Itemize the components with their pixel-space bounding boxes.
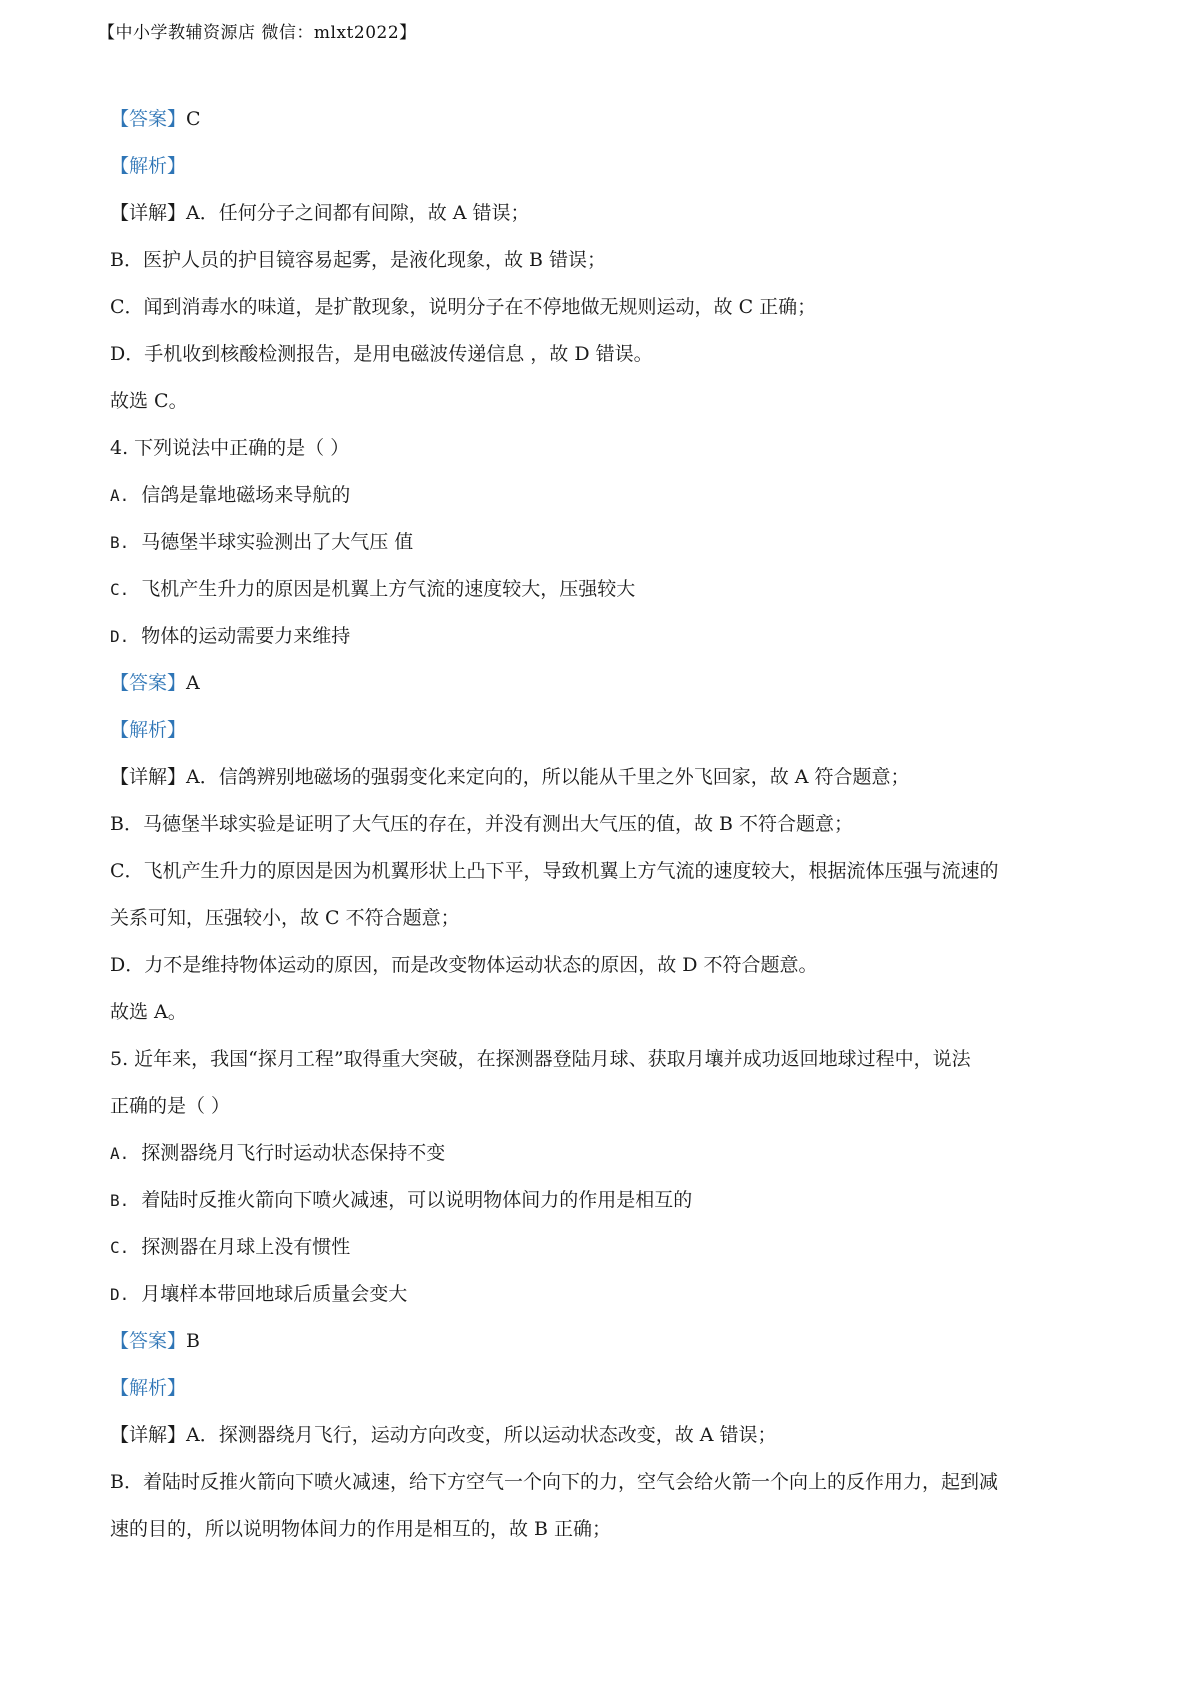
q4-option-b bbox=[110, 519, 1100, 566]
q4-detail-line-b: B．马德堡半球实验是证明了大气压的存在，并没有测出大气压的值，故 B 不符合题意； bbox=[110, 813, 854, 835]
option-text: 马德堡半球实验测出了大气压 值 bbox=[141, 531, 414, 553]
q3-detail-line-c: C．闻到消毒水的味道，是扩散现象，说明分子在不停地做无规则运动，故 C 正确； bbox=[110, 296, 817, 318]
q5-stem-line2: 正确的是（ ） bbox=[110, 1095, 231, 1117]
option-letter: A. bbox=[110, 486, 130, 505]
answer-value: B bbox=[186, 1330, 200, 1352]
q5-detail-line-b2: 速的目的，所以说明物体间力的作用是相互的，故 B 正确； bbox=[110, 1518, 612, 1540]
detail-tag: 【详解】 bbox=[110, 766, 187, 788]
q5-detail-line-a bbox=[110, 1412, 1100, 1459]
detail-tag: 【详解】 bbox=[110, 202, 187, 224]
q5-option-b bbox=[110, 1177, 1100, 1224]
q5-option-a bbox=[110, 1130, 1100, 1177]
q5-option-d bbox=[110, 1271, 1100, 1318]
option-letter: B. bbox=[110, 1191, 130, 1210]
option-letter: A. bbox=[110, 1144, 130, 1163]
q5-analysis-line bbox=[110, 1365, 1100, 1412]
q4-conclusion: 故选 A。 bbox=[110, 1001, 187, 1023]
answer-tag: 【答案】 bbox=[110, 1330, 187, 1352]
option-text: 探测器绕月飞行时运动状态保持不变 bbox=[141, 1142, 446, 1164]
q4-detail-line-a bbox=[110, 754, 1100, 801]
detail-tag: 【详解】 bbox=[110, 1424, 187, 1446]
answer-value: A bbox=[186, 672, 200, 694]
q4-option-d bbox=[110, 613, 1100, 660]
option-text: 探测器在月球上没有惯性 bbox=[141, 1236, 351, 1258]
option-letter: D. bbox=[110, 627, 130, 646]
q3-detail-line-d: D．手机收到核酸检测报告，是用电磁波传递信息 ，故 D 错误。 bbox=[110, 343, 653, 365]
q5-answer-line bbox=[110, 1318, 1100, 1365]
option-text: 信鸽是靠地磁场来导航的 bbox=[141, 484, 351, 506]
q4-option-a bbox=[110, 472, 1100, 519]
q4-detail-line-c2: 关系可知，压强较小，故 C 不符合题意； bbox=[110, 907, 460, 929]
q5-stem-line1: 5. 近年来，我国“探月工程”取得重大突破，在探测器登陆月球、获取月壤并成功返回地球过程中，说法 bbox=[110, 1048, 971, 1070]
detail-text: A．探测器绕月飞行，运动方向改变，所以运动状态改变，故 A 错误； bbox=[186, 1424, 777, 1446]
page-header-watermark: 【中小学教辅资源店 微信：mlxt2022】 bbox=[98, 23, 417, 43]
q3-answer-line bbox=[110, 96, 1100, 143]
detail-text: A．信鸽辨别地磁场的强弱变化来定向的，所以能从千里之外飞回家，故 A 符合题意； bbox=[186, 766, 910, 788]
q4-option-c bbox=[110, 566, 1100, 613]
option-letter: B. bbox=[110, 533, 130, 552]
analysis-tag: 【解析】 bbox=[110, 155, 187, 177]
q3-conclusion: 故选 C。 bbox=[110, 390, 188, 412]
option-letter: C. bbox=[110, 580, 130, 599]
option-text: 物体的运动需要力来维持 bbox=[141, 625, 351, 647]
q3-analysis-line bbox=[110, 143, 1100, 190]
option-letter: C. bbox=[110, 1238, 130, 1257]
q4-detail-line-d: D．力不是维持物体运动的原因，而是改变物体运动状态的原因，故 D 不符合题意。 bbox=[110, 954, 818, 976]
q5-detail-line-b1: B．着陆时反推火箭向下喷火减速，给下方空气一个向下的力，空气会给火箭一个向上的反作用力，起到减 bbox=[110, 1471, 998, 1493]
analysis-tag: 【解析】 bbox=[110, 1377, 187, 1399]
q4-detail-line-c1: C．飞机产生升力的原因是因为机翼形状上凸下平，导致机翼上方气流的速度较大，根据流体压强与流速的 bbox=[110, 860, 999, 882]
q4-analysis-line bbox=[110, 707, 1100, 754]
q3-detail-line-a bbox=[110, 190, 1100, 237]
document-body bbox=[110, 96, 1100, 1553]
option-text: 月壤样本带回地球后质量会变大 bbox=[141, 1283, 408, 1305]
answer-value: C bbox=[186, 108, 201, 130]
q5-option-c bbox=[110, 1224, 1100, 1271]
answer-tag: 【答案】 bbox=[110, 672, 187, 694]
option-text: 飞机产生升力的原因是机翼上方气流的速度较大，压强较大 bbox=[141, 578, 636, 600]
q4-stem: 4. 下列说法中正确的是（ ） bbox=[110, 437, 350, 459]
option-letter: D. bbox=[110, 1285, 130, 1304]
detail-text: A．任何分子之间都有间隙，故 A 错误； bbox=[186, 202, 530, 224]
q4-answer-line bbox=[110, 660, 1100, 707]
analysis-tag: 【解析】 bbox=[110, 719, 187, 741]
option-text: 着陆时反推火箭向下喷火减速，可以说明物体间力的作用是相互的 bbox=[141, 1189, 693, 1211]
q3-detail-line-b: B．医护人员的护目镜容易起雾，是液化现象，故 B 错误； bbox=[110, 249, 607, 271]
answer-tag: 【答案】 bbox=[110, 108, 187, 130]
